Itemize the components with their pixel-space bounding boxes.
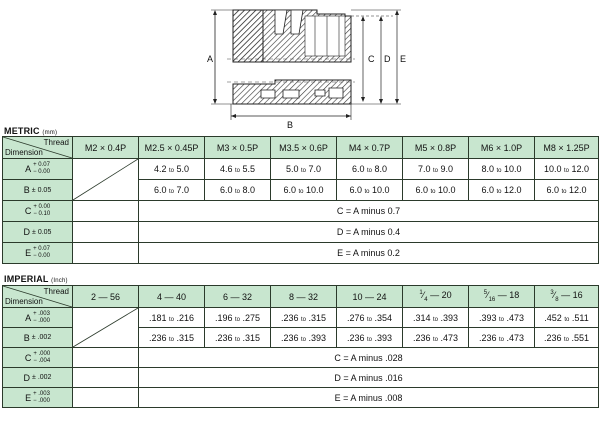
table-cell: 6.0 to 8.0 xyxy=(205,180,271,201)
imperial-formula-e: E = A minus .008 xyxy=(139,388,599,408)
imperial-header-1-4-20: $^1⁄_4$ — 20 xyxy=(403,286,469,308)
imperial-header-5-16-18: $^5⁄_{16}$ — 18 xyxy=(469,286,535,308)
metric-row-e xyxy=(3,243,599,264)
metric-corner-header xyxy=(3,137,73,159)
metric-blank-cell xyxy=(73,201,139,222)
imperial-row-label-e: E + .003 − .000 xyxy=(3,388,73,408)
metric-spec-table xyxy=(2,136,599,264)
table-cell: .196 to .275 xyxy=(205,308,271,328)
table-cell: .236 to .393 xyxy=(337,328,403,348)
diagram-label-d: D xyxy=(384,54,391,64)
imperial-corner-thread: Thread xyxy=(43,287,69,296)
metric-row-label-b: B ± 0.05 xyxy=(3,180,73,201)
metric-row-label-c: C + 0.00 − 0.10 xyxy=(3,201,73,222)
table-cell: .236 to .393 xyxy=(271,328,337,348)
table-cell: .236 to .551 xyxy=(535,328,599,348)
imperial-formula-d: D = A minus .016 xyxy=(139,368,599,388)
metric-header-m3: M3 × 0.5P xyxy=(205,137,271,159)
table-cell: 6.0 to 10.0 xyxy=(403,180,469,201)
metric-header-m2-5: M2.5 × 0.45P xyxy=(139,137,205,159)
insert-diagram xyxy=(205,4,407,130)
metric-header-m2: M2 × 0.4P xyxy=(73,137,139,159)
metric-blank-cell xyxy=(73,222,139,243)
imperial-row-label-d: D ± .002 xyxy=(3,368,73,388)
table-cell: 6.0 to 10.0 xyxy=(271,180,337,201)
metric-formula-c: C = A minus 0.7 xyxy=(139,201,599,222)
diagram-label-b: B xyxy=(287,120,294,130)
metric-row-label-d: D ± 0.05 xyxy=(3,222,73,243)
table-cell: 4.2 to 5.0 xyxy=(139,159,205,180)
table-cell: 10.0 to 12.0 xyxy=(535,159,599,180)
table-cell: 6.0 to 8.0 xyxy=(337,159,403,180)
diagram-label-e: E xyxy=(400,54,407,64)
table-cell: 6.0 to 7.0 xyxy=(139,180,205,201)
imperial-row-e xyxy=(3,388,599,408)
metric-formula-e: E = A minus 0.2 xyxy=(139,243,599,264)
metric-corner-dimension: Dimension xyxy=(5,148,43,157)
metric-header-m3-5: M3.5 × 0.6P xyxy=(271,137,337,159)
table-cell: .236 to .473 xyxy=(469,328,535,348)
metric-blank-cell xyxy=(73,159,139,201)
metric-row-c xyxy=(3,201,599,222)
metric-section-title xyxy=(4,126,57,136)
table-cell: 4.6 to 5.5 xyxy=(205,159,271,180)
table-cell: .276 to .354 xyxy=(337,308,403,328)
metric-header-m5: M5 × 0.8P xyxy=(403,137,469,159)
metric-row-label-a: A + 0.07 − 0.00 xyxy=(3,159,73,180)
table-cell: 5.0 to 7.0 xyxy=(271,159,337,180)
imperial-header-3-8-16: $^3⁄_8$ — 16 xyxy=(535,286,599,308)
imperial-unit: (Inch) xyxy=(51,278,68,284)
metric-corner-thread: Thread xyxy=(43,138,69,147)
imperial-header-2-56: 2 — 56 xyxy=(73,286,139,308)
imperial-spec-table xyxy=(2,285,599,408)
imperial-title-text: IMPERIAL xyxy=(4,274,49,284)
imperial-header-6-32: 6 — 32 xyxy=(205,286,271,308)
table-cell: .236 to .315 xyxy=(205,328,271,348)
metric-row-d xyxy=(3,222,599,243)
metric-row-label-e: E + 0.07 − 0.00 xyxy=(3,243,73,264)
imperial-blank-cell xyxy=(73,388,139,408)
imperial-blank-cell xyxy=(73,368,139,388)
imperial-corner-header xyxy=(3,286,73,308)
diagram-label-a: A xyxy=(207,54,214,64)
metric-header-m8: M8 × 1.25P xyxy=(535,137,599,159)
metric-unit: (mm) xyxy=(42,130,58,136)
imperial-row-a xyxy=(3,308,599,328)
table-cell: .236 to .473 xyxy=(403,328,469,348)
metric-title-text: METRIC xyxy=(4,126,40,136)
imperial-row-label-b: B ± .002 xyxy=(3,328,73,348)
diagram-label-c: C xyxy=(368,54,375,64)
table-cell: .393 to .473 xyxy=(469,308,535,328)
imperial-corner-dimension: Dimension xyxy=(5,297,43,306)
metric-formula-d: D = A minus 0.4 xyxy=(139,222,599,243)
metric-row-a xyxy=(3,159,599,180)
imperial-header-10-24: 10 — 24 xyxy=(337,286,403,308)
imperial-section-title xyxy=(4,274,68,284)
table-cell: 6.0 to 12.0 xyxy=(535,180,599,201)
imperial-blank-cell xyxy=(73,308,139,348)
table-cell: 8.0 to 10.0 xyxy=(469,159,535,180)
table-cell: 6.0 to 10.0 xyxy=(337,180,403,201)
table-cell: .314 to .393 xyxy=(403,308,469,328)
metric-header-m4: M4 × 0.7P xyxy=(337,137,403,159)
imperial-header-8-32: 8 — 32 xyxy=(271,286,337,308)
table-cell: 7.0 to 9.0 xyxy=(403,159,469,180)
imperial-row-label-a: A + .003 − .000 xyxy=(3,308,73,328)
metric-blank-cell xyxy=(73,243,139,264)
table-cell: 6.0 to 12.0 xyxy=(469,180,535,201)
metric-header-m6: M6 × 1.0P xyxy=(469,137,535,159)
imperial-row-label-c: C + .000 − .004 xyxy=(3,348,73,368)
imperial-row-d xyxy=(3,368,599,388)
table-cell: .181 to .216 xyxy=(139,308,205,328)
table-cell: .236 to .315 xyxy=(271,308,337,328)
table-cell: .452 to .511 xyxy=(535,308,599,328)
imperial-blank-cell xyxy=(73,348,139,368)
imperial-formula-c: C = A minus .028 xyxy=(139,348,599,368)
imperial-header-4-40: 4 — 40 xyxy=(139,286,205,308)
imperial-row-c xyxy=(3,348,599,368)
table-cell: .236 to .315 xyxy=(139,328,205,348)
